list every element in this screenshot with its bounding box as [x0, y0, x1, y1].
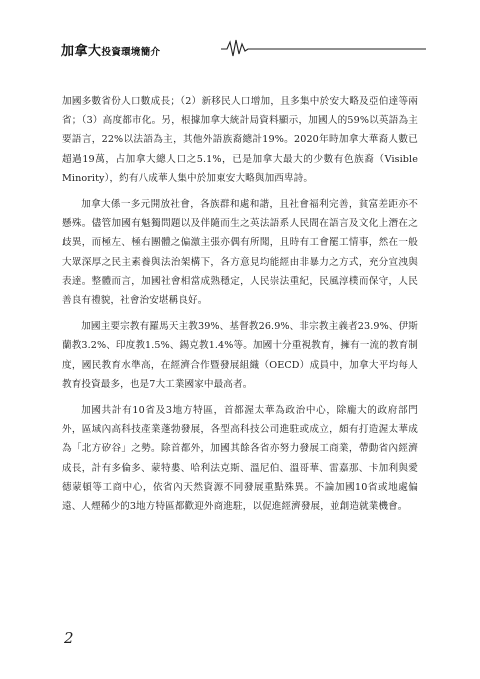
body-paragraph: 加國多數省份人口數成長；（2）新移民人口增加，且多集中於安大略及亞伯達等兩省；（3）高度都市化。另，根據加拿大統計局資料顯示，加國人的59%以英語為主要語言，22%以法語為主，其他外語族裔總計19%。2020年時加拿大華裔人數已超過19萬，占加拿大總人口之5.1%，已是加拿大最大的少數有色族裔（Visible Minority），約有八成華人集中於加東安大略與加西卑詩。: [62, 96, 418, 184]
body-paragraph: 加拿大係一多元開放社會，各族群和處和諧，且社會福利完善，貧富差距亦不懸殊。儘管加國有魁獨問題以及伴隨而生之英法語系人民間在語言及文化上潛在之歧異，而極左、極右團體之偏激主張亦偶有所聞，且時有工會罷工情事，然在一般大眾深厚之民主素養與法治架構下，各方意見均能經由非暴力之方式，充分宣洩與表達。整體而言，加國社會相當成熟穩定，人民崇法重紀，民風淳樸而保守，人民善良有禮貌，社會治安堪稱良好。: [62, 199, 418, 307]
running-header-title: [61, 40, 160, 59]
document-body: [62, 92, 418, 523]
running-header: [61, 36, 426, 60]
heartbeat-wave-icon: [221, 36, 426, 60]
page-number: 2: [64, 629, 74, 647]
header-title-main: 加拿大: [61, 44, 102, 59]
body-paragraph: 加國主要宗教有羅馬天主教39%、基督教26.9%、非宗教主義者23.9%、伊斯蘭教3.2%、印度教1.5%、錫克教1.4%等。加國十分重視教育，擁有一流的教育制度，國民教育水準高，在經濟合作暨發展組織（OECD）成員中，加拿大平均每人教育投資最多，也是7大工業國家中最高者。: [62, 321, 418, 390]
header-title-sub: 投資環境簡介: [101, 47, 161, 58]
body-paragraph: 加國共計有10省及3地方特區，首都渥太華為政治中心，除龐大的政府部門外，區域內高科技產業蓬勃發展，各型高科技公司進駐或成立，頗有打造渥太華成為「北方矽谷」之勢。除首都外，加國其餘各省亦努力發展工商業，帶動省內經濟成長，計有多倫多、蒙特婁、哈利法克斯、溫尼伯、溫哥華、雷嘉那、卡加利與愛德蒙頓等工商中心，依省內天然資源不同發展重點殊異。不論加國10省或地處偏遠、人煙稀少的3地方特區都歡迎外商進駐，以促進經濟發展，並創造就業機會。: [62, 405, 418, 513]
